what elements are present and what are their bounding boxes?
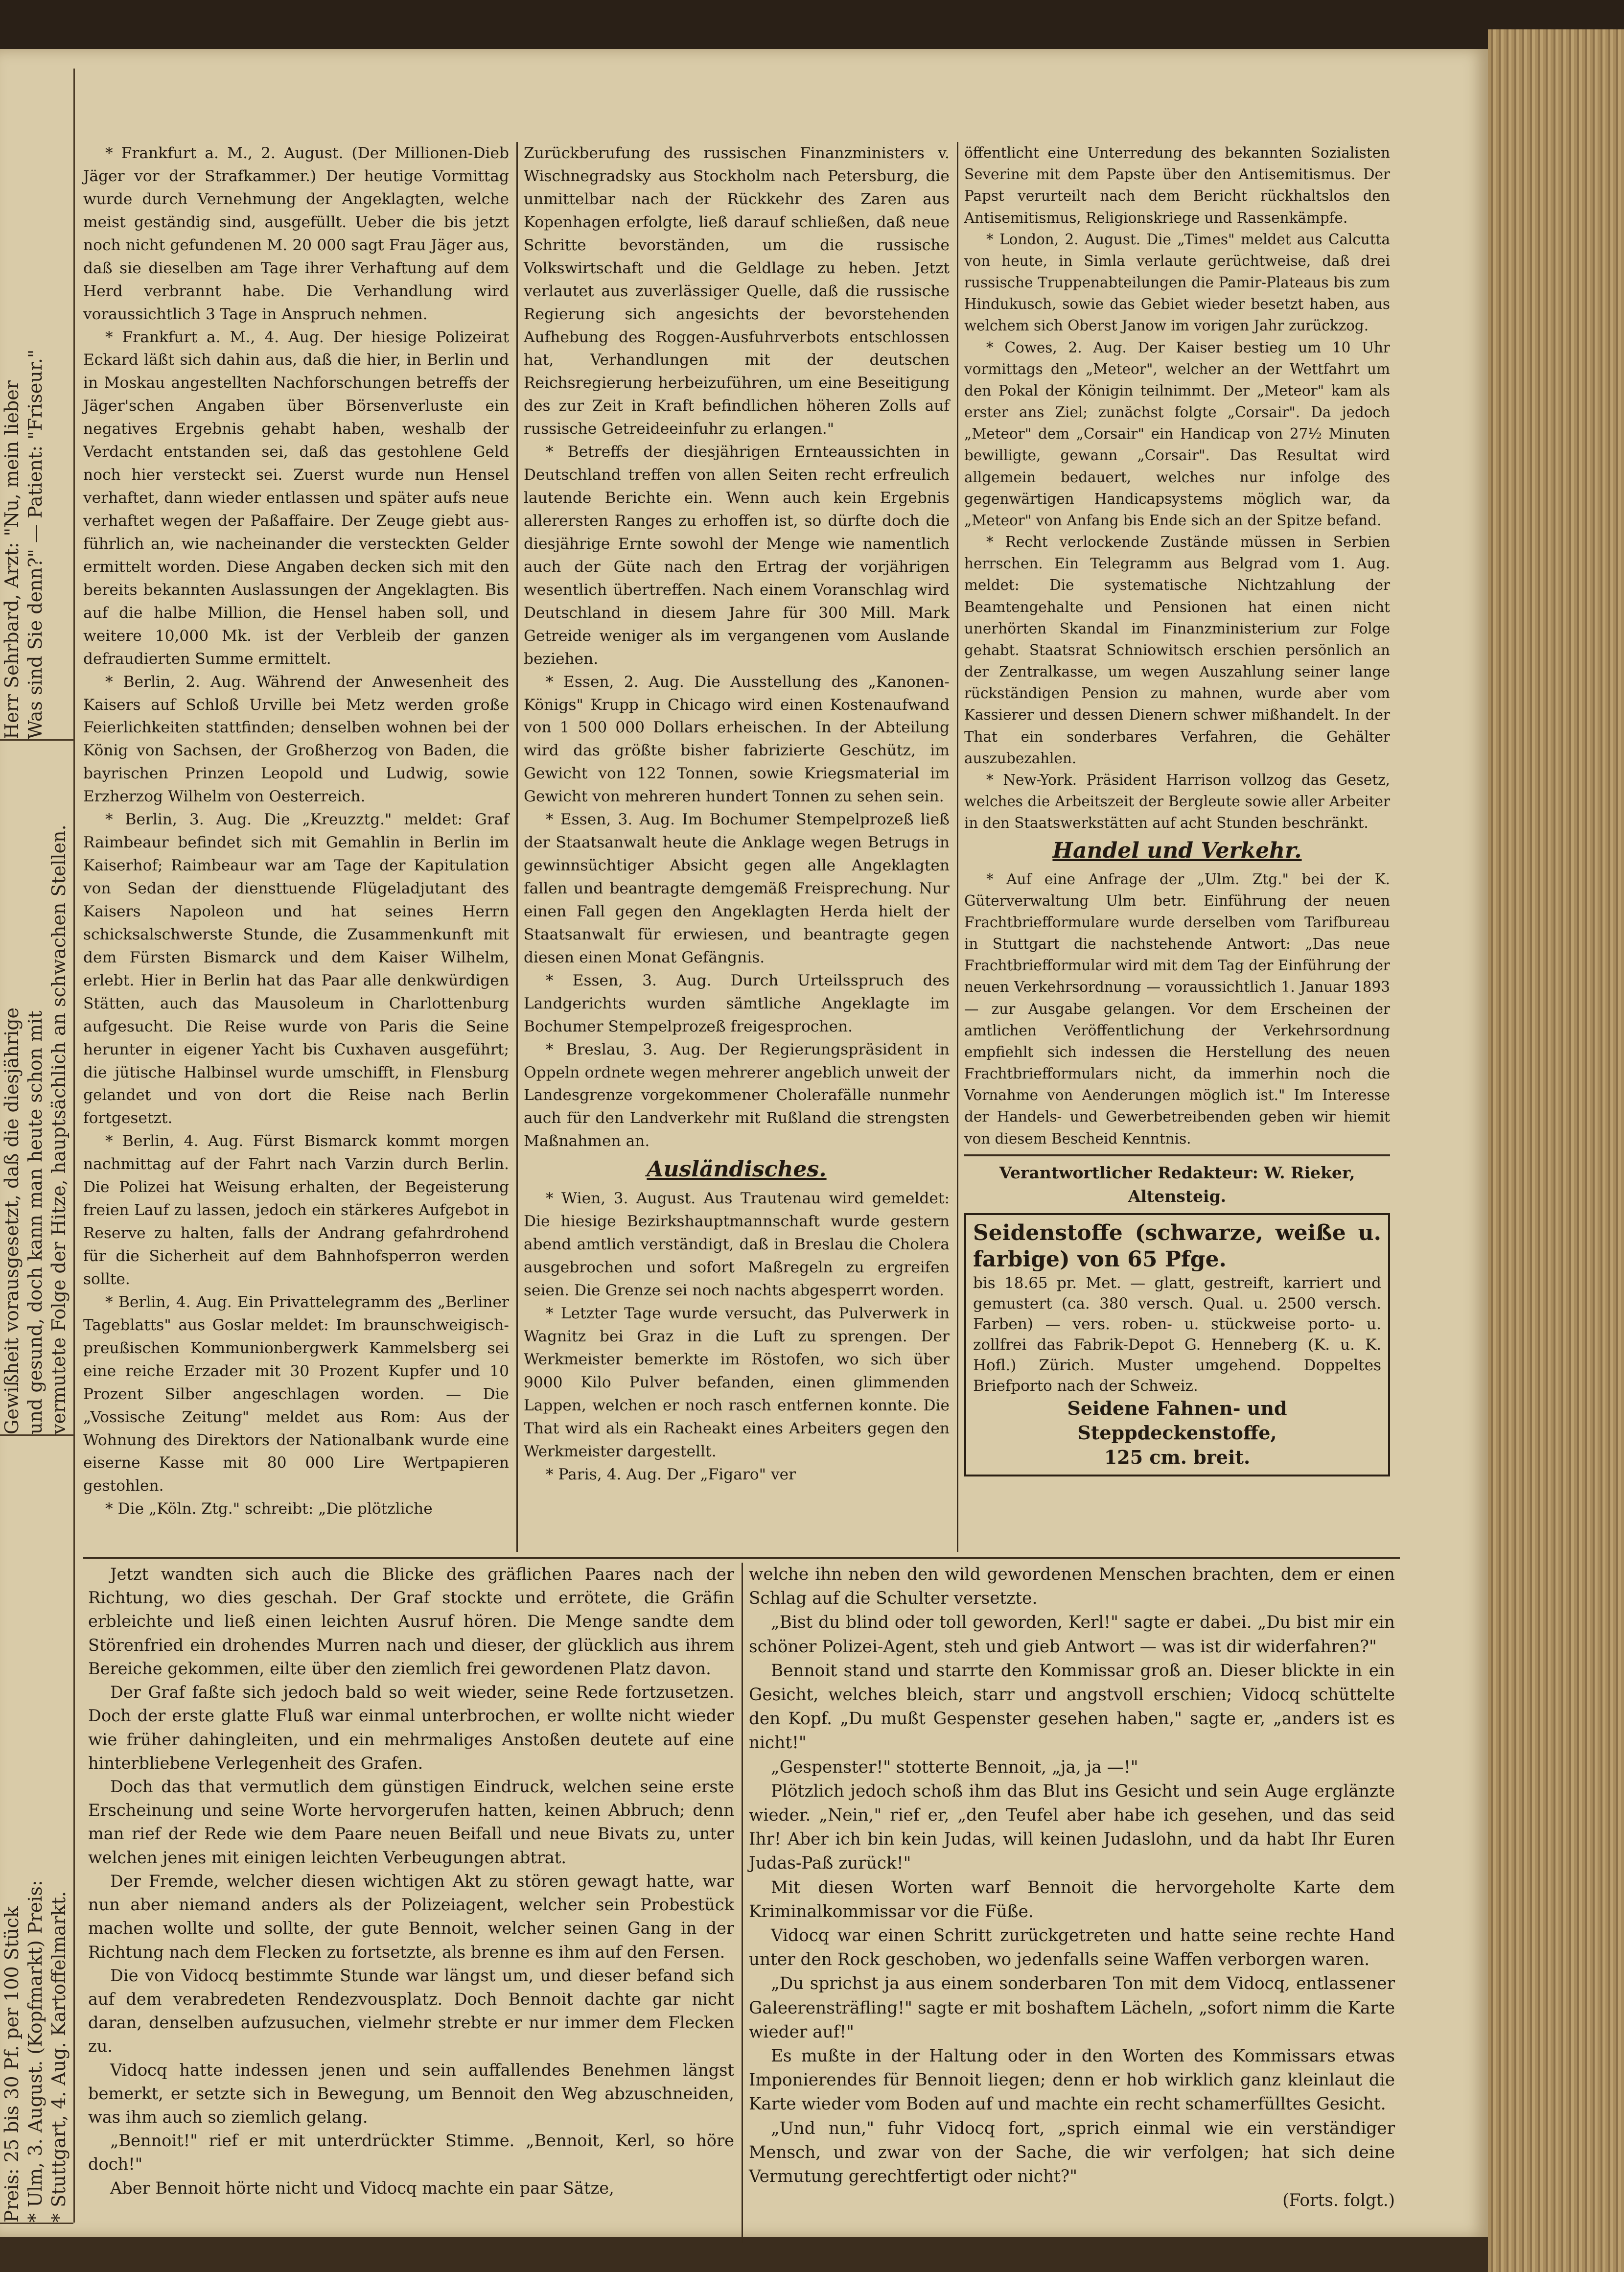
margin-strip [0,69,75,2223]
article-paragraph: * Berlin, 4. Aug. Ein Privattelegramm des „Berliner Tageblatts" aus Goslar meldet: Im braunschweigisch-preußischen Kommunionbergwerk Kammelsberg sei eine reiche Erzader mit 30 Prozent Kupfer und 10 Prozent Silber angeschlagen worden. — Die „Vossische Zeitung" meldet aus Rom: Aus der Wohnung des Direktors der Nationalbank wurde eine eiserne Kasse mit 80 000 Lire Wertpapieren gestohlen. [83,1293,509,1495]
article-paragraph: * Berlin, 3. Aug. Die „Kreuzztg." meldet: Graf Raimbeaur befindet sich mit Gemahlin in Berlin im Kaiserhof; Raimbeaur war am Tage der Kapitulation von Sedan der diensttuende Flügeladjutant des Kaisers Napoleon und hat seines Herrn schicksalschwerste Stunde, die Zusammenkunft mit dem Fürsten Bismarck und dem Kaiser Wilhelm, erlebt. Hier in Berlin hat das Paar alle denkwürdigen Stätten, auch das Mausoleum in Charlottenburg aufgesucht. Die Reise wurde von Paris die Seine herunter in eigener Yacht bis Cuxhaven ausgeführt; die jütische Halbinsel wurde umschifft, in Flensburg gelandet und von dort die Reise nach Berlin fortgesetzt. [83,811,509,1127]
article-paragraph: Plötzlich jedoch schoß ihm das Blut ins Gesicht und sein Auge erglänzte wieder. „Nein," rief er, „den Teufel aber habe ich gesehen, und das seid Ihr! Aber ich bin kein Judas, will keinen Judaslohn, und da habt Ihr Euren Judas-Paß zurück!" [749,1781,1395,1874]
ad-footer-2: 125 cm. breit. [1104,1446,1251,1468]
article-paragraph: * Essen, 3. Aug. Durch Urteilsspruch des Landgerichts wurden sämtliche Angeklagte im Bochumer Stempelprozeß freigesprochen. [524,971,950,1035]
news-column-2 [524,142,950,1532]
article-paragraph: * Frankfurt a. M., 2. August. (Der Millionen-Dieb Jäger vor der Strafkammer.) Der heutige Vormittag wurde durch Vernehmung der Angeklagten, welche meist geständig sind, ausgefüllt. Ueber die bis jetzt noch nicht gefundenen M. 20 000 sagt Frau Jäger aus, daß sie dieselben am Tage ihrer Verhaftung auf dem Herd verbrannt habe. Die Verhandlung wird voraussichtlich 3 Tage in Anspruch nehmen. [83,144,509,323]
article-paragraph: * Cowes, 2. Aug. Der Kaiser bestieg um 10 Uhr vormittags den „Meteor", welcher an der Wettfahrt um den Pokal der Königin teilnimmt. Der „Meteor" kam als erster ans Ziel; zunächst folgte „Corsair". Da jedoch „Meteor" dem „Corsair" ein Handicap von 27½ Minuten bewilligte, gewann „Corsair". Das Resultat wird allgemein bedauert, welches nur infolge des gegenwärtigen Handicapsystems möglich war, da „Meteor" von Anfang bis Ende sich an der Spitze befand. [964,339,1390,529]
margin-segment: Herr Sehrbard, Arzt: "Nu, mein lieber Was sind Sie denn?" — Patient: "Friseur." [0,69,73,741]
article-paragraph: „Du sprichst ja aus einem sonderbaren Ton mit dem Vidocq, entlassener Galeerensträfling!" sagte er mit boshaftem Lächeln, „sofort nimm die Karte wieder auf!" [749,1974,1395,2042]
column-rule [957,142,958,1552]
ad-body: bis 18.65 pr. Met. — glatt, gestreift, karriert und gemustert (ca. 380 versch. Qual. u. 2500 versch. Farben) — vers. roben- u. stückweise porto- u. zollfrei das Fabrik-Depot G. Henneberg (K. u. K. Hofl.) Zürich. Muster umgehend. Doppeltes Briefporto nach der Schweiz. [973,1274,1381,1395]
article-paragraph: Es mußte in der Haltung oder in den Worten des Kommissars etwas Imponierendes für Bennoit liegen; denn er hob wirklich ganz kleinlaut die Karte wieder vom Boden auf und machte ein recht schamerfülltes Gesicht. [749,2046,1395,2114]
margin-segment: Preis: 25 bis 30 Pf. per 100 Stück * Ulm, 3. August. (Kopfmarkt) Preis: * Stuttgart, 4. Aug. Kartoffelmarkt. [0,1434,73,2224]
scan-background [0,0,1624,49]
ad-head-text: Seidenstoffe (schwarze, weiße u. farbige) von [973,1220,1381,1272]
article-paragraph: (Forts. folgt.) [1282,2191,1395,2211]
book-edge [1488,29,1624,2272]
editor-line: Verantwortlicher Redakteur: W. Rieker, Altensteig. [999,1163,1355,1206]
article-paragraph: „Bennoit!" rief er mit unterdrückter Stimme. „Bennoit, Kerl, so höre doch!" [88,2131,734,2174]
news-column-3-body [964,142,1390,1149]
article-paragraph: * New-York. Präsident Harrison vollzog das Gesetz, welches die Arbeitszeit der Bergleute sowie aller Arbeiter in den Staatswerkstätten auf acht Stunden beschränkt. [964,771,1390,832]
feuilleton-rule [83,1557,1400,1559]
article-paragraph: „Und nun," fuhr Vidocq fort, „sprich einmal wie ein verständiger Mensch, und zwar von der Sache, die wir verfolgen; hat sich deine Vermutung gerechtfertigt oder nicht?" [749,2118,1395,2187]
article-paragraph: * Breslau, 3. Aug. Der Regierungspräsident in Oppeln ordnete wegen mehrerer angeblich unweit der Landesgrenze vorgekommener Cholerafälle nunmehr auch für den Landverkehr mit Rußland die strengsten Maßnahmen an. [524,1040,950,1150]
article-paragraph: Vidocq war einen Schritt zurückgetreten und hatte seine rechte Hand unter den Rock geschoben, wo jedenfalls seine Waffen verborgen waren. [749,1926,1395,1970]
article-paragraph: welche ihn neben den wild gewordenen Menschen brachten, dem er einen Schlag auf die Schulter versetzte. [749,1565,1395,1609]
advertisement [964,1213,1390,1476]
article-paragraph: * Berlin, 4. Aug. Fürst Bismarck kommt morgen nachmittag auf der Fahrt nach Varzin durch Berlin. Die Polizei hat Weisung erhalten, der Begeisterung freien Lauf zu lassen, jedoch ein stärkeres Aufgebot in Reserve zu halten, falls der Andrang gefahrdrohend für die Sicherheit auf dem Bahnhofsperron werden sollte. [83,1132,509,1288]
article-paragraph: * Berlin, 2. Aug. Während der Anwesenheit des Kaisers auf Schloß Urville bei Metz werden große Feierlichkeiten stattfinden; denselben wohnen bei der König von Sachsen, der Großherzog von Baden, die bayrischen Prinzen Leopold und Ludwig, sowie Erzherzog Wilhelm von Oesterreich. [83,673,509,806]
article-paragraph: * Essen, 3. Aug. Im Bochumer Stempelprozeß ließ der Staatsanwalt heute die Anklage wegen Betrugs in gewinnsüchtiger Absicht gegen alle Angeklagten fallen und beantragte demgemäß Freisprechung. Nur einen Fall gegen den Angeklagten Herda hielt der Staatsanwalt für erwiesen, und beantragte gegen diesen einen Monat Gefängnis. [524,811,950,966]
article-paragraph: Die von Vidocq bestimmte Stunde war längst um, und dieser befand sich auf dem verabredeten Rendezvousplatz. Doch Bennoit dachte gar nicht daran, denselben aufzusuchen, vielmehr strebte er nur immer dem Flecken zu. [88,1966,734,2056]
article-paragraph: Zurückberufung des russischen Finanzministers v. Wischnegradsky aus Stockholm nach Petersburg, die unmittelbar nach der Rückkehr des Zaren aus Kopenhagen erfolgte, ließ darauf schließen, daß neue Schritte bevorständen, um die russische Volkswirtschaft und die Geldlage zu heben. Jetzt verlautet aus zuverlässiger Quelle, daß die russische Regierung sich angesichts der bevorstehenden Aufhebung des Roggen-Ausfuhrverbots entschlossen hat, Verhandlungen mit der deutschen Reichsregierung herbeizuführen, um eine Beseitigung des zur Zeit in Kraft befindlichen höheren Zolls auf russische Getreideeinfuhr zu erlangen." [524,144,950,438]
article-paragraph: Aber Bennoit hörte nicht und Vidocq machte ein paar Sätze, [110,2178,614,2198]
article-paragraph: öffentlicht eine Unterredung des bekannten Sozialisten Severine mit dem Papste über den Antisemitismus. Der Papst verurteilt nach dem Bericht rückhaltslos den Antisemitismus, Religionskriege und Rassenkämpfe. [964,144,1390,226]
article-paragraph: Doch das that vermutlich dem günstigen Eindruck, welchen seine erste Erscheinung und seine Worte hervorgerufen hatten, keinen Abbruch; denn man rief der Rede wie dem Paare neuen Beifall und neue Bivats zu, unter welchen jenes mit einigen leichten Verbeugungen abtrat. [88,1777,734,1867]
article-paragraph: * Wien, 3. August. Aus Trautenau wird gemeldet: Die hiesige Bezirkshauptmannschaft wurde gestern abend amtlich verständigt, daß in Breslau die Cholera ausgebrochen und sofort Maßregeln zu ergreifen seien. Die Grenze sei noch nachts abgesperrt worden. [524,1190,950,1299]
article-paragraph: * Auf eine Anfrage der „Ulm. Ztg." bei der K. Güterverwaltung Ulm betr. Einführung der neuen Frachtbriefformulare wurde derselben vom Tarifbureau in Stuttgart die nachstehende Antwort: „Das neue Frachtbriefformular wird mit dem Tag der Einführung der neuen Verkehrsordnung — voraussichtlich 1. Januar 1893 — zur Ausgabe gelangen. Vor dem Erscheinen der amtlichen Veröffentlichung der Verkehrsordnung empfiehlt sich indessen die Herstellung des neuen Frachtbriefformulars nicht, da immerhin noch die Vornahme von Aenderungen möglich ist." Im Interesse der Handels- und Gewerbetreibenden geben wir hiemit von diesem Bescheid Kenntnis. [964,870,1390,1147]
news-column-1 [83,142,509,1532]
article-paragraph: * Letzter Tage wurde versucht, das Pulverwerk in Wagnitz bei Graz in die Luft zu sprengen. Der Werkmeister bemerkte im Röstofen, wo sich über 9000 Kilo Pulver befanden, einen glimmenden Lappen, welchen er noch rasch entfernen konnte. Die That wird als ein Racheakt eines Arbeiters gegen den Werkmeister dargestellt. [524,1304,950,1460]
column-rule [516,142,518,1552]
ad-price: 65 Pfge. [1127,1246,1227,1272]
article-paragraph: Der Graf faßte sich jedoch bald so weit wieder, seine Rede fortzusetzen. Doch der erste glatte Fluß war einmal unterbrochen, er wollte nicht wieder wie früher dahingleiten, und ein mehrmaliges Anstoßen deutete auf eine hinterbliebene Verlegenheit des Grafen. [88,1683,734,1773]
section-heading: Handel und Verkehr. [1052,838,1302,863]
margin-segment: Gewißheit vorausgesetzt, daß die diesjährige und gesund, doch kann man heute schon mit vermutete Folge der Hitze, hauptsächlich an schwachen Stellen. [0,739,73,1436]
ad-headline [973,1220,1381,1273]
news-column-3 [964,142,1390,1552]
article-paragraph: * Essen, 2. Aug. Die Ausstellung des „Kanonen-Königs" Krupp in Chicago wird einen Kostenaufwand von 1 500 000 Dollars erheischen. In der Abteilung wird das größte bisher fabrizierte Geschütz, im Gewicht von 122 Tonnen, sowie Kriegsmaterial im Gewicht von mehreren hundert Tonnen zu sehen sein. [524,673,950,806]
ad-footer-1: Seidene Fahnen- und Steppdeckenstoffe, [1067,1397,1287,1444]
article-paragraph: * London, 2. August. Die „Times" meldet aus Calcutta von heute, in Simla verlaute gerüchtweise, daß drei russische Truppenabteilungen die Pamir-Plateaus bis zum Hindukusch, sowie das Gebiet wieder besetzt haben, aus welchem sich Oberst Janow im vorigen Jahr zurückzog. [964,231,1390,334]
article-paragraph: Vidocq hatte indessen jenen und sein auffallendes Benehmen längst bemerkt, er setzte sich in Bewegung, um Bennoit den Weg abzuschneiden, was ihm auch so ziemlich gelang. [88,2060,734,2127]
article-paragraph: „Bist du blind oder toll geworden, Kerl!" sagte er dabei. „Du bist mir ein schöner Polizei-Agent, steh und gieb Antwort — was ist dir widerfahren?" [749,1613,1395,1657]
feuilleton-column-2 [749,1563,1395,2238]
article-paragraph: * Betreffs der diesjährigen Ernteaussichten in Deutschland treffen von allen Seiten recht erfreulich lautende Berichte ein. Wenn auch kein Ergebnis allerersten Ranges zu erhoffen ist, so dürfte doch die diesjährige Ernte sowohl der Menge wie namentlich auch der Güte nach den Ertrag der vorjährigen wesentlich übertreffen. Nach einem Voranschlag wird Deutschland in diesem Jahre für 300 Mill. Mark Getreide weniger als im vergangenen vom Auslande beziehen. [524,443,950,668]
article-paragraph: „Gespenster!" stotterte Bennoit, „ja, ja —!" [771,1757,1138,1777]
section-rule [964,1154,1390,1156]
article-paragraph: Mit diesen Worten warf Bennoit die hervorgeholte Karte dem Kriminalkommissar vor die Füße. [749,1877,1395,1921]
section-heading: Ausländisches. [647,1157,827,1182]
article-paragraph: Jetzt wandten sich auch die Blicke des gräflichen Paares nach der Richtung, wo dies geschah. Der Graf stockte und errötete, die Gräfin erbleichte und ließ einen leichten Ausruf hören. Die Menge sandte dem Störenfried ein drohendes Murren nach und dieser, der glücklich aus ihrem Bereiche gekommen, eilte über den ziemlich frei gewordenen Platz davon. [88,1565,734,1678]
column-rule [742,1563,743,2243]
article-paragraph: Bennoit stand und starrte den Kommissar groß an. Dieser blickte in ein Gesicht, welches bleich, starr und angstvoll erschien; Vidocq schüttelte den Kopf. „Du mußt Gespenster gesehen haben," sagte er, „anders ist es nicht!" [749,1661,1395,1753]
article-paragraph: * Recht verlockende Zustände müssen in Serbien herrschen. Ein Telegramm aus Belgrad vom 1. Aug. meldet: Die systematische Nichtzahlung der Beamtengehalte und Pensionen hat einen nicht unerhörten Skandal im Finanzministerium zur Folge gehabt. Staatsrat Schniowitsch erschien persönlich an der Zentralkasse, um wegen Auszahlung seiner lange rückständigen Pension zu mahnen, wurde aber vom Kassierer und dessen Dienern schwer mißhandelt. In der That ein sonderbares Verfahren, die Gehälter auszubezahlen. [964,534,1390,767]
feuilleton-column-1 [88,1563,734,2238]
article-paragraph: Der Fremde, welcher diesen wichtigen Akt zu stören gewagt hatte, war nun aber niemand anders als der Polizeiagent, welcher sein Probestück machen wollte und sollte, der gute Bennoit, welcher seinen Gang in der Richtung nach dem Flecken zu fortsetzte, als brenne es ihm auf den Fersen. [88,1871,734,1962]
article-paragraph: * Frankfurt a. M., 4. Aug. Der hiesige Polizeirat Eckard läßt sich dahin aus, daß die hier, in Berlin und in Moskau angestellten Nachforschungen betreffs der Jäger'schen Angaben über Börsenverluste ein negatives Ergebnis gehabt haben, weshalb der Verdacht entstanden sei, daß das gestohlene Geld noch hier versteckt sei. Zuerst wurde nun Hensel verhaftet, dann wieder entlassen und später aufs neue verhaftet wegen der Paßaffaire. Der Zeuge giebt ausführlich an, wie nacheinander die versteckten Gelder ermittelt worden. Diese Angaben decken sich mit den bereits bekannten Auslassungen der Angeklagten. Bis auf die halbe Million, die Hensel haben soll, und weitere 10,000 Mk. ist der Verbleib der ganzen defraudierten Summe ermittelt. [83,328,509,668]
article-paragraph: * Paris, 4. Aug. Der „Figaro" ver [546,1465,796,1483]
article-paragraph: * Die „Köln. Ztg." schreibt: „Die plötzliche [105,1500,433,1518]
